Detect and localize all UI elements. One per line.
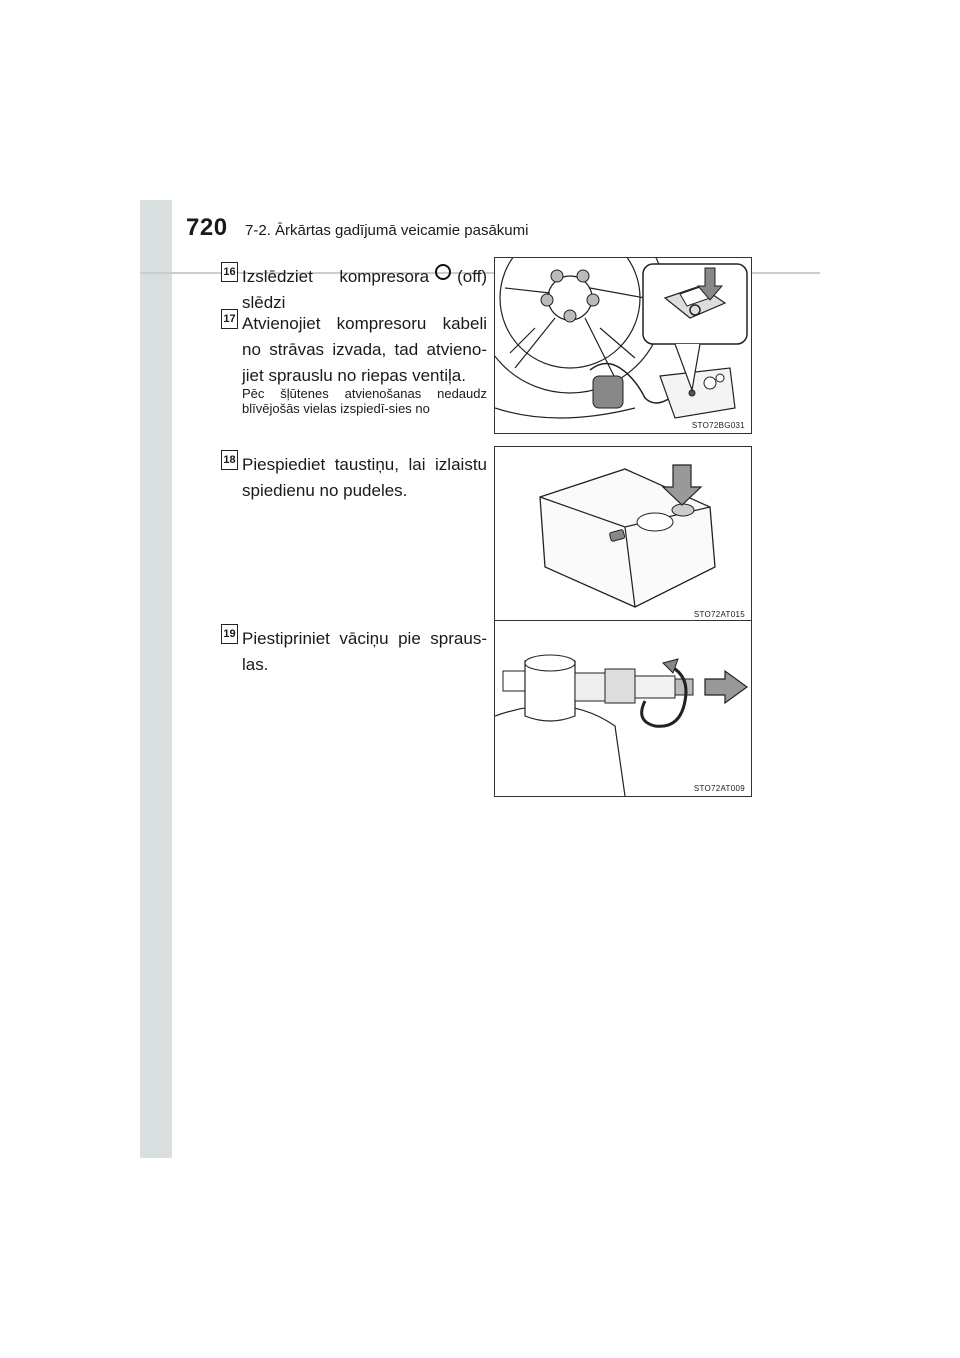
step-16-text bbox=[242, 264, 487, 316]
compressor-switch-illustration bbox=[495, 258, 751, 433]
attach-cap-illustration bbox=[495, 621, 751, 796]
step-badge-17: 17 bbox=[221, 309, 238, 329]
side-tab-bar bbox=[140, 200, 172, 1158]
figure-compressor-switch bbox=[494, 257, 752, 434]
off-switch-circle-icon bbox=[435, 264, 451, 280]
step-18-text: Piespiediet taustiņu, lai izlaistu spiedienu no pudeles. bbox=[242, 455, 487, 500]
step-badge-16: 16 bbox=[221, 262, 238, 282]
step-17-note: Pēc šļūtenes atvienošanas nedaudz blīvējošās vielas izspiedī-sies no bbox=[242, 386, 487, 416]
figure-pressure-button bbox=[494, 446, 752, 623]
figure-attach-cap bbox=[494, 620, 752, 797]
step-19-text: Piestipriniet vāciņu pie spraus-las. bbox=[242, 629, 487, 674]
figure-code-1: STO72BG031 bbox=[691, 421, 745, 430]
page-number: 720 bbox=[186, 214, 228, 241]
step-badge-19: 19 bbox=[221, 624, 238, 644]
pressure-button-illustration bbox=[495, 447, 751, 622]
step-17-text: Atvienojiet kompresoru kabeli no strāvas izvada, tad atvieno-jiet sprauslu no riepas ventiļa. bbox=[242, 314, 487, 385]
figure-code-2: STO72AT015 bbox=[693, 610, 745, 619]
step-16-text-after: (off) slēdzi bbox=[242, 267, 487, 312]
chapter-title: 7-2. Ārkārtas gadījumā veicamie pasākumi bbox=[245, 222, 529, 239]
figure-code-3: STO72AT009 bbox=[693, 784, 745, 793]
step-16-text-before: Izslēdziet kompresora bbox=[242, 267, 430, 286]
step-badge-18: 18 bbox=[221, 450, 238, 470]
